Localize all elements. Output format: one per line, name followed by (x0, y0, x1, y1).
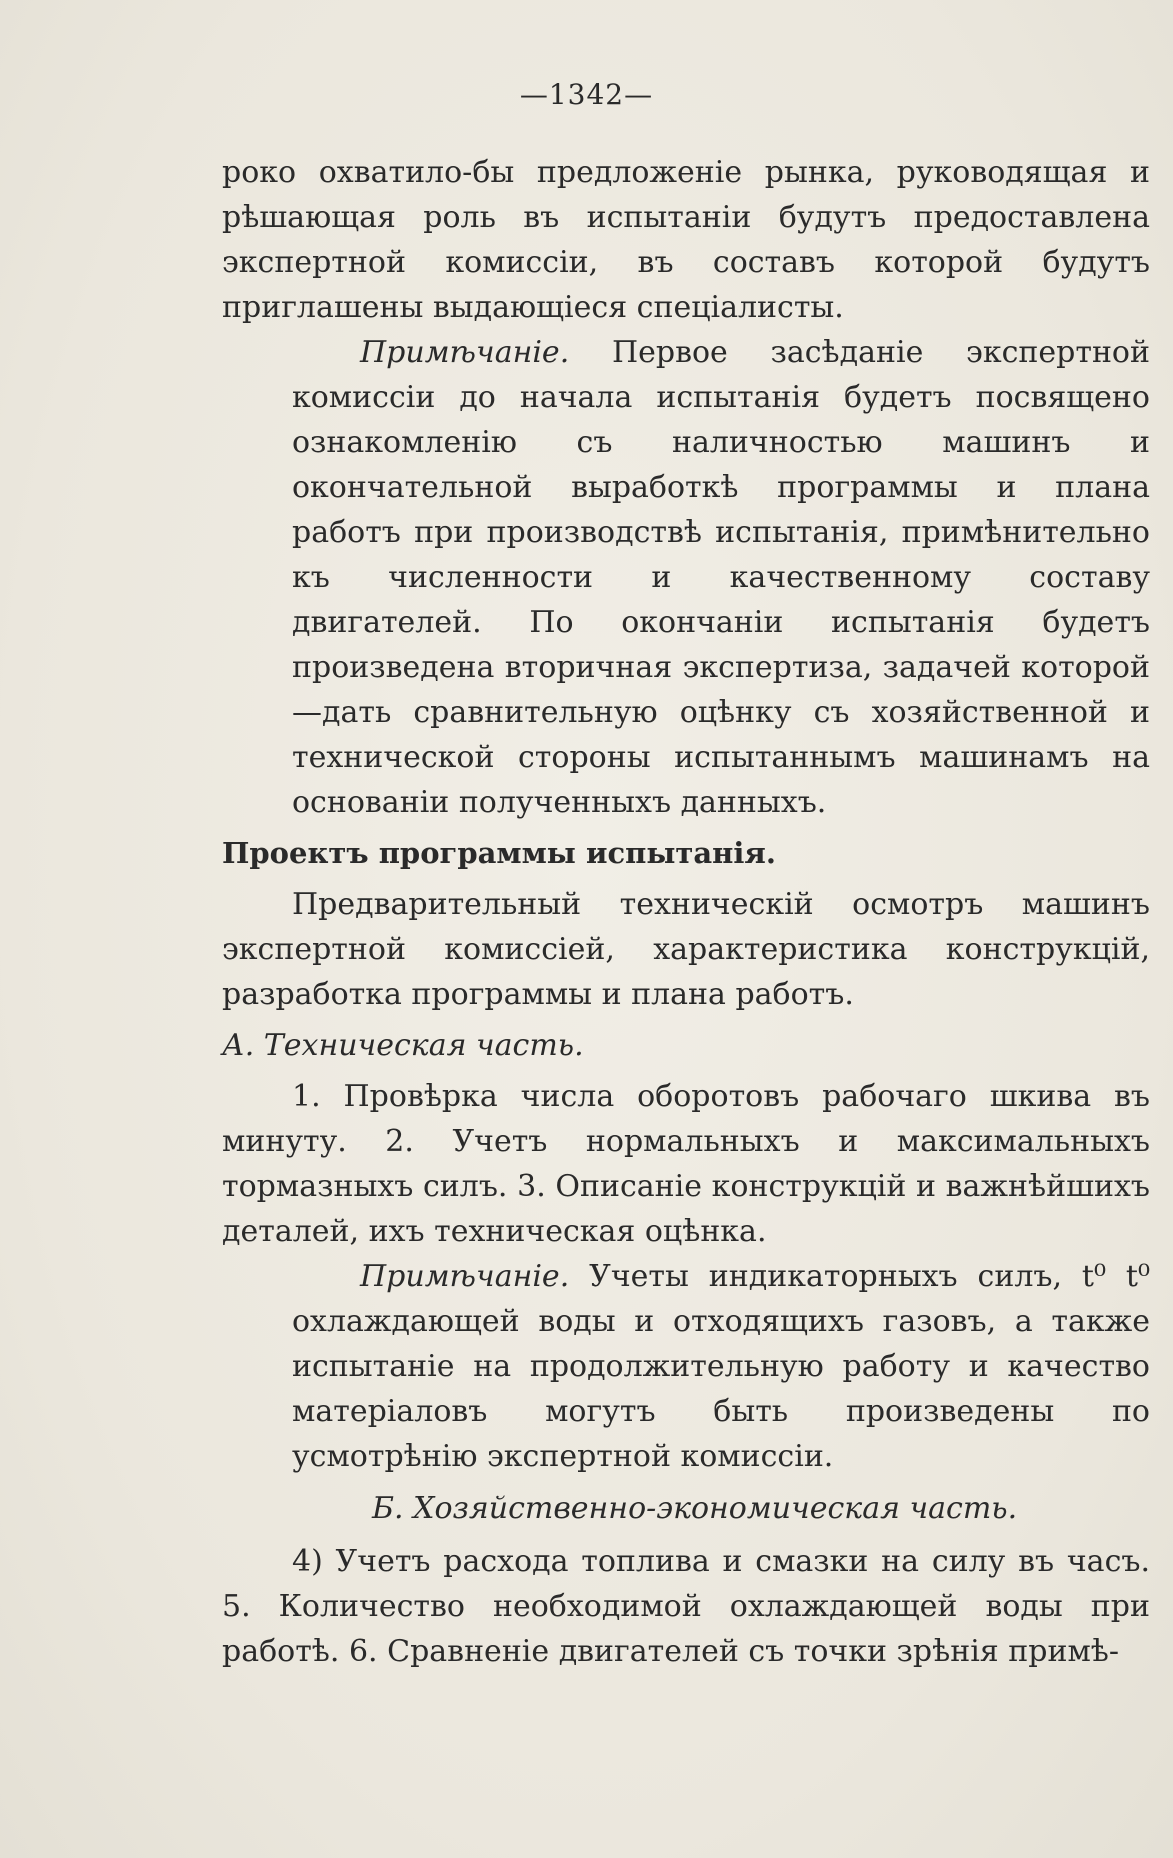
note-text: Первое засѣданіе экспертной комиссіи до начала испытанія будетъ посвящено ознакомленію съ наличностью машинъ и окончательной выработкѣ программы и плана работъ при производствѣ испытанія, примѣнительно къ численности и качественному составу двигателей. По окончаніи испытанія будетъ произведена вторичная экспертиза, задачей которой—дать сравнительную оцѣнку съ хозяйственной и технической стороны испытаннымъ машинамъ на основаніи полученныхъ данныхъ. (292, 335, 1150, 820)
note-text: Учеты индикаторныхъ силъ, t⁰ t⁰ охлаждающей воды и отходящихъ газовъ, а также испытаніе на продолжительную работу и качество матеріаловъ могутъ быть произведены по усмотрѣнію экспертной комиссіи. (292, 1259, 1150, 1474)
paragraph-intro: роко охватило-бы предложеніе рынка, руководящая и рѣшающая роль въ испытаніи будутъ предоставлена экспертной комиссіи, въ составъ которой будутъ приглашены выдающіеся спеціалисты. (222, 155, 1150, 325)
paragraph-economic: 4) Учетъ расхода топлива и смазки на силу въ часъ. 5. Количество необходимой охлаждающей воды при работѣ. 6. Сравненіе двигателей съ точки зрѣнія примѣ- (222, 1544, 1150, 1669)
paragraph-technical: 1. Провѣрка числа оборотовъ рабочаго шкива въ минуту. 2. Учетъ нормальныхъ и максимальныхъ тормазныхъ силъ. 3. Описаніе конструкцій и важнѣйшихъ деталей, ихъ техническая оцѣнка. (222, 1079, 1150, 1249)
section-a-title: А. Техническая часть. (222, 1028, 584, 1063)
program-heading: Проектъ программы испытанія. (222, 836, 776, 870)
paragraph-preliminary (222, 882, 1150, 1017)
note-first (222, 330, 1150, 825)
section-b-title: Б. Хозяйственно-экономическая часть. (372, 1491, 1018, 1526)
note-label: Примѣчаніе. (360, 335, 570, 370)
page-number: —1342— (519, 78, 654, 111)
note-second (222, 1254, 1150, 1479)
page-text (222, 150, 1150, 1674)
paragraph-preliminary-text: Предварительный техническій осмотръ машинъ экспертной комиссіей, характеристика конструкцій, разработка программы и плана работъ. (222, 887, 1150, 1012)
note-label: Примѣчаніе. (360, 1259, 570, 1294)
